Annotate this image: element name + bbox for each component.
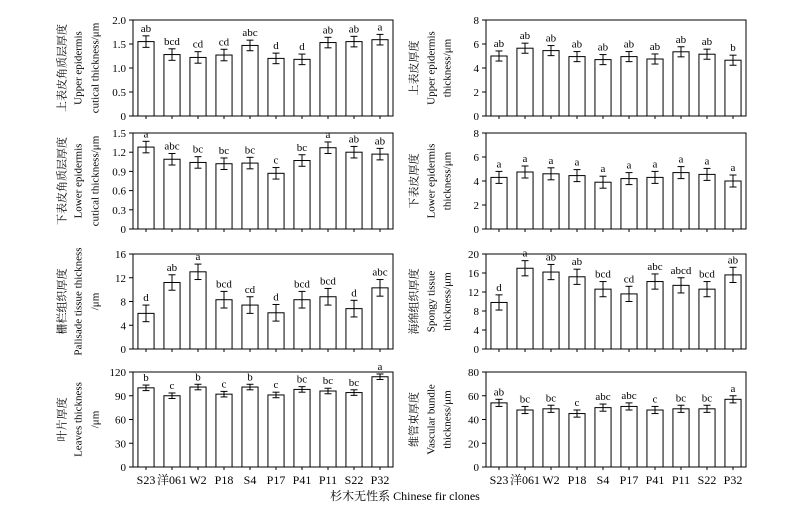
bar-P41 [647,177,663,229]
significance-letter: bc [519,393,531,406]
bar-S23 [491,177,507,229]
chart-panels [55,15,746,474]
y-tick-label: 0.9 [112,166,126,179]
panel-2 [407,15,746,123]
significance-letter: cd [192,38,204,51]
significance-letter: bcd [699,268,715,281]
significance-letter: ab [623,38,635,51]
y-tick-label: 1.5 [112,128,126,140]
significance-letter: a [574,156,580,169]
significance-letter: ab [727,254,739,267]
x-tick-label: P11 [318,473,338,487]
y-axis-label: thickness/μm [441,38,454,98]
significance-letter: abcd [670,264,692,277]
x-tick-label: P32 [370,473,390,487]
y-tick-label: 16 [468,268,479,280]
y-tick-label: 0 [120,344,126,356]
bar-P18 [216,55,232,116]
y-tick-label: 16 [115,249,126,261]
bar-W2 [543,51,559,116]
panel-3 [55,128,393,236]
significance-letter: b [730,42,736,55]
significance-letter: ab [348,133,360,146]
bar-洋061 [164,159,180,229]
significance-letter: bc [218,144,230,157]
significance-letter: ab [545,251,557,264]
significance-letter: ab [322,24,334,37]
significance-letter: a [652,158,658,171]
significance-letter: bc [675,392,687,405]
bar-S4 [595,60,611,116]
y-axis-label: /μm [89,410,102,429]
y-axis-label: 叶片厚度 [56,397,69,442]
panel-1 [55,15,393,123]
y-tick-label: 1.2 [112,147,126,160]
significance-letter: a [522,247,528,260]
significance-letter: b [143,372,149,385]
significance-letter: bcd [595,268,611,281]
bar-S22 [346,42,362,116]
significance-letter: bc [701,392,713,405]
y-axis-label: Vascular bundle [425,384,438,455]
significance-letter: ab [519,30,531,43]
y-tick-label: 0 [120,224,126,236]
bar-P18 [216,164,232,229]
significance-letter: bc [296,373,308,386]
bar-S4 [242,45,258,116]
y-tick-label: 60 [115,414,126,427]
y-tick-label: 4 [473,325,479,337]
significance-letter: ab [348,23,360,36]
bar-P32 [372,154,388,229]
y-tick-label: 12 [115,272,126,285]
y-axis-label: thickness/μm [441,151,454,211]
x-tick-label: S23 [136,473,156,487]
panel-8 [407,367,746,474]
y-tick-label: 0 [473,224,479,236]
significance-letter: ab [571,38,583,51]
bar-洋061 [517,410,533,467]
y-tick-label: 0 [120,462,126,474]
y-tick-label: 2.0 [112,15,126,27]
significance-letter: a [548,154,554,167]
y-axis-label: Leaves thickness [72,382,85,457]
x-axis-title: 杉木无性系 Chinese fir clones [330,489,480,503]
bar-P17 [268,58,284,116]
x-tick-label: P32 [723,473,743,487]
significance-letter: abc [595,391,611,404]
significance-letter: c [169,379,175,392]
bar-P32 [372,288,388,349]
bar-W2 [543,272,559,349]
x-tick-label: W2 [189,473,207,487]
significance-letter: ab [140,22,152,35]
y-axis-label: /μm [89,292,102,311]
y-tick-label: 0 [473,111,479,123]
significance-letter: cd [623,273,635,286]
bar-P17 [621,179,637,229]
y-tick-label: 12 [468,287,479,299]
bar-洋061 [517,268,533,349]
significance-letter: a [377,21,383,34]
significance-letter: d [143,292,149,305]
significance-letter: abc [372,266,388,279]
bar-S4 [242,163,258,229]
bar-P18 [569,414,585,467]
y-tick-label: 6 [473,39,479,51]
y-tick-label: 1.0 [112,63,126,75]
significance-letter: ab [545,32,557,45]
bar-P11 [320,43,336,116]
bar-P18 [569,57,585,116]
y-axis-label: 下表皮厚度 [408,153,421,209]
bar-S23 [138,388,154,467]
significance-letter: ab [571,256,583,269]
significance-letter: bc [322,375,334,388]
y-tick-label: 20 [468,249,479,261]
significance-letter: a [600,163,606,176]
bar-洋061 [164,396,180,467]
y-tick-label: 40 [468,414,479,427]
significance-letter: ab [675,33,687,46]
significance-letter: d [299,41,305,54]
significance-letter: ab [493,37,505,50]
y-tick-label: 1.5 [112,39,126,51]
x-tick-labels-right [490,473,743,487]
significance-letter: a [143,128,149,141]
significance-letter: bcd [294,278,310,291]
significance-letter: a [730,382,736,395]
significance-letter: a [730,162,736,174]
y-tick-label: 80 [468,367,479,379]
bar-S22 [699,289,715,349]
significance-letter: bc [545,392,557,405]
y-tick-label: 0.5 [112,87,126,99]
bar-S22 [699,174,715,229]
significance-letter: abc [621,389,637,402]
bar-W2 [190,272,206,349]
bar-洋061 [517,172,533,229]
bar-P18 [569,277,585,349]
bar-S22 [346,152,362,229]
bar-P17 [621,294,637,349]
bar-S22 [699,409,715,467]
bar-W2 [190,387,206,467]
y-axis-label: 海绵组织厚度 [408,268,421,335]
y-tick-label: 8 [473,306,479,318]
bar-P17 [621,406,637,467]
significance-letter: cd [218,36,230,49]
bar-P41 [294,389,310,467]
significance-letter: abc [242,27,258,40]
significance-letter: ab [166,261,178,274]
bar-洋061 [164,55,180,116]
bar-S23 [138,42,154,116]
y-tick-label: 4 [473,63,479,75]
bar-S22 [699,54,715,116]
significance-letter: bc [296,141,308,154]
x-tick-label: S22 [697,473,717,487]
y-axis-label: Lower epidermis [72,143,85,219]
significance-letter: a [496,158,502,171]
x-tick-label: W2 [542,473,560,487]
bar-S4 [595,408,611,467]
significance-letter: a [704,155,710,168]
x-tick-label: P18 [214,473,234,487]
x-tick-label: S22 [344,473,364,487]
y-tick-label: 4 [473,176,479,188]
x-tick-label: P17 [266,473,286,487]
bar-P32 [372,40,388,116]
significance-letter: cd [244,283,256,296]
y-tick-label: 0.6 [112,185,126,198]
y-tick-label: 90 [115,390,126,403]
bar-S23 [491,403,507,467]
significance-letter: a [522,153,528,165]
significance-letter: d [496,281,502,294]
x-tick-label: P11 [671,473,691,487]
y-tick-label: 60 [468,390,479,403]
significance-letter: bc [244,144,256,157]
bar-P17 [268,173,284,229]
bar-P41 [647,59,663,116]
y-tick-label: 0.3 [112,204,126,217]
y-axis-label: 下表皮角质层厚度 [56,137,69,225]
y-tick-label: 8 [120,296,126,309]
bar-W2 [190,162,206,229]
bar-P32 [725,60,741,116]
significance-letter: ab [649,40,661,53]
x-tick-label: P41 [645,473,665,487]
significance-letter: bcd [164,35,180,48]
x-tick-labels-left [137,473,390,487]
bar-P17 [268,395,284,467]
bar-P18 [216,394,232,467]
significance-letter: a [325,128,331,141]
significance-letter: b [195,371,201,384]
y-axis-label: 栅栏组织厚度 [56,268,69,335]
x-tick-label: S23 [489,473,509,487]
x-tick-label: 洋061 [509,473,541,487]
y-tick-label: 2 [473,200,479,212]
bar-P17 [621,57,637,116]
bar-P41 [294,59,310,116]
y-axis-label: cutical thickness/μm [89,22,102,114]
y-tick-label: 0 [473,344,479,356]
x-tick-label: 洋061 [156,473,188,487]
significance-letter: d [351,287,357,300]
significance-letter: bcd [216,278,232,291]
significance-letter: ab [701,36,713,49]
significance-letter: b [247,371,253,384]
bar-S23 [491,56,507,116]
y-axis-label: 维管束厚度 [408,392,421,447]
panel-4 [407,128,746,236]
bar-P11 [673,285,689,349]
bar-洋061 [164,283,180,350]
significance-letter: abc [647,260,663,273]
x-tick-label: P41 [292,473,312,487]
bar-P32 [725,181,741,229]
bar-P11 [320,391,336,467]
bar-W2 [190,57,206,116]
significance-letter: c [273,379,279,392]
y-axis-label: Spongy tissue [425,270,438,333]
x-tick-label: P17 [619,473,639,487]
significance-letter: abc [164,140,180,153]
bar-W2 [543,174,559,229]
significance-letter: ab [374,135,386,148]
bar-P11 [673,173,689,229]
significance-letter: d [273,291,279,304]
x-tick-label: S4 [243,473,257,487]
bar-S4 [595,182,611,229]
significance-letter: c [273,154,279,167]
y-tick-label: 30 [115,438,126,451]
significance-letter: bcd [320,275,336,288]
y-tick-label: 20 [468,438,479,451]
bar-P11 [320,148,336,229]
significance-letter: a [195,251,201,264]
significance-letter: a [377,360,383,373]
x-tick-label: S4 [596,473,610,487]
x-tick-label: P18 [567,473,587,487]
y-axis-label: 上表皮角质层厚度 [56,24,69,112]
y-axis-label: thickness/μm [441,390,454,449]
significance-letter: ab [493,386,505,399]
y-tick-label: 8 [473,128,479,140]
bar-P18 [569,176,585,229]
significance-letter: ab [597,41,609,54]
panel-5 [55,247,393,356]
y-tick-label: 2 [473,87,479,99]
y-tick-label: 4 [120,320,126,333]
significance-letter: c [574,397,580,409]
significance-letter: a [626,159,632,172]
significance-letter: c [652,393,658,406]
bar-W2 [543,409,559,467]
significance-letter: bc [348,376,360,389]
panel-6 [407,248,746,356]
bar-P32 [372,377,388,467]
bar-P11 [673,52,689,116]
bar-P32 [725,275,741,349]
significance-letter: bc [192,143,204,156]
y-tick-label: 120 [109,367,126,379]
y-axis-label: Palisade tissue thickness [72,247,85,356]
y-axis-label: 上表皮厚度 [408,40,421,96]
bar-P32 [725,399,741,467]
y-axis-label: Lower epidermis [425,143,438,219]
y-tick-label: 0 [473,462,479,474]
panel-7 [55,361,393,474]
significance-letter: a [678,153,684,166]
y-axis-label: Upper epidermis [72,31,85,105]
significance-letter: c [221,378,227,391]
bar-S23 [138,147,154,229]
bar-S4 [242,387,258,467]
y-axis-label: thickness/μm [441,272,454,331]
bar-洋061 [517,48,533,116]
y-tick-label: 0 [120,111,126,123]
significance-letter: d [273,40,279,53]
y-tick-label: 8 [473,15,479,27]
bar-S4 [595,289,611,349]
y-axis-label: cutical thickness/μm [89,135,102,227]
bar-S22 [346,393,362,467]
y-tick-label: 6 [473,152,479,164]
bar-P41 [294,161,310,229]
y-axis-label: Upper epidermis [425,31,438,105]
bar-P11 [673,409,689,467]
bar-P41 [647,282,663,349]
bar-P41 [647,410,663,467]
